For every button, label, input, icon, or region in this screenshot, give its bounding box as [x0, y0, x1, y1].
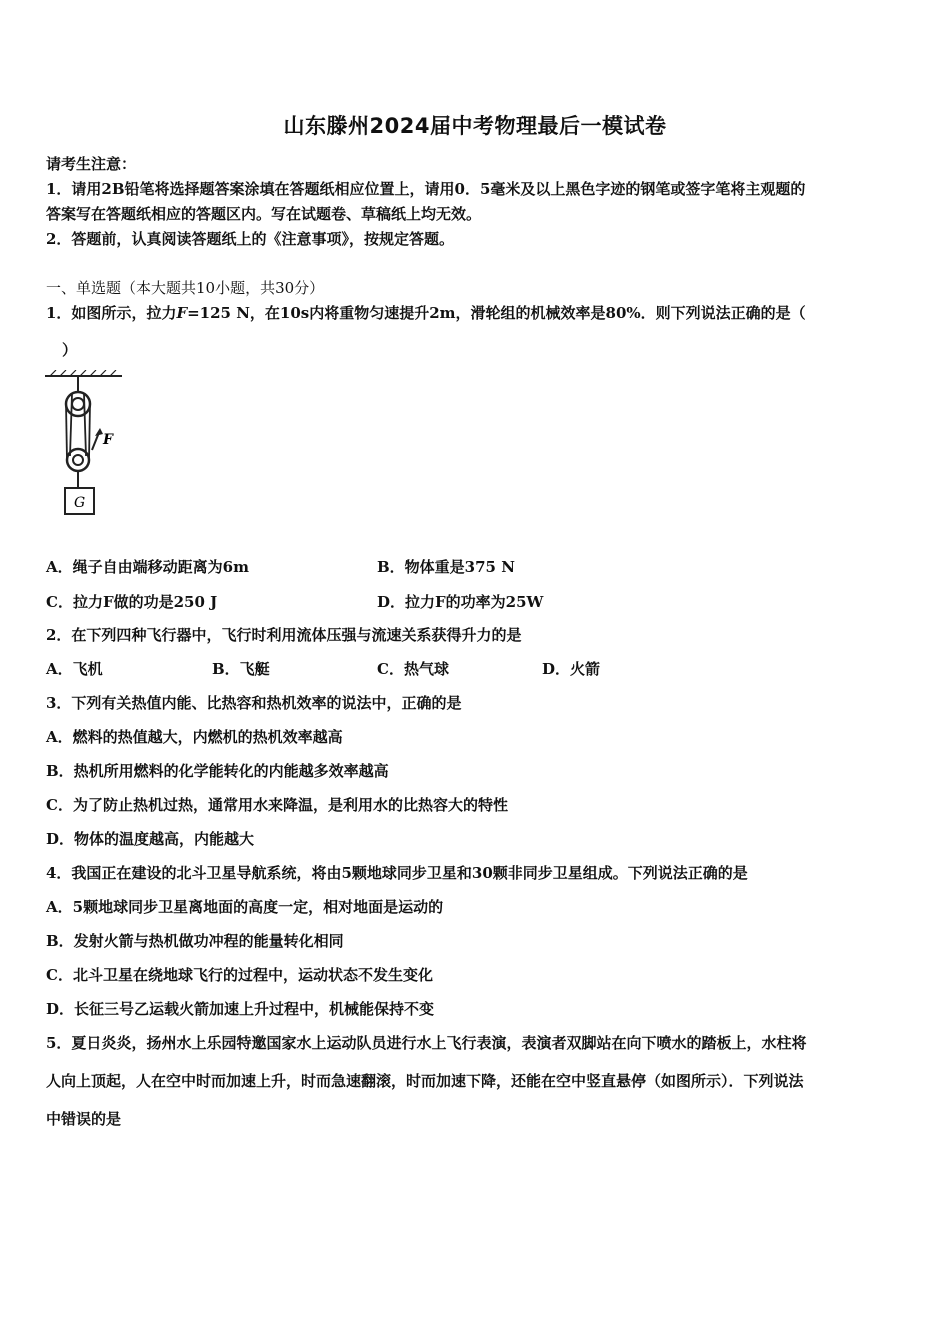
q3-option-b[interactable]: B．热机所用燃料的化学能转化的内能越多效率越高 — [46, 762, 389, 780]
q5-stem-line3: 中错误的是 — [46, 1110, 122, 1128]
q5-stem-line1: 5．夏日炎炎，扬州水上乐园特邀国家水上运动队员进行水上飞行表演，表演者双脚站在向下喷水的踏板上，水柱将 — [46, 1034, 807, 1052]
notice-item1-line1: 1．请用2B铅笔将选择题答案涂填在答题纸相应位置上，请用0．5毫米及以上黑色字迹的钢笔或签字笔将主观题的 — [46, 180, 806, 198]
q4-stem: 4．我国正在建设的北斗卫星导航系统，将由5颗地球同步卫星和30颗非同步卫星组成。下列说法正确的是 — [46, 864, 748, 882]
page-title: 山东滕州2024届中考物理最后一模试卷 — [283, 114, 667, 138]
q2-stem: 2．在下列四种飞行器中，飞行时利用流体压强与流速关系获得升力的是 — [46, 626, 522, 644]
weight-label: G — [74, 495, 86, 511]
notice-item1-line2: 答案写在答题纸相应的答题区内。写在试题卷、草稿纸上均无效。 — [46, 205, 482, 223]
pulley-figure — [40, 370, 130, 520]
upper-pulley — [66, 392, 90, 416]
q4-option-d[interactable]: D．长征三号乙运载火箭加速上升过程中，机械能保持不变 — [46, 1000, 435, 1018]
q5-stem-line2: 人向上顶起，人在空中时而加速上升，时而急速翻滚，时而加速下降，还能在空中竖直悬停（如图所示）．下列说法 — [46, 1072, 804, 1090]
force-label: F — [103, 432, 113, 448]
q2-option-d[interactable]: D．火箭 — [542, 660, 601, 678]
q1-option-d[interactable]: D．拉力F的功率为25W — [377, 593, 544, 611]
force-arrowhead — [95, 428, 103, 436]
q3-option-a[interactable]: A．燃料的热值越大，内燃机的热机效率越高 — [46, 728, 343, 746]
q4-option-a[interactable]: A．5颗地球同步卫星离地面的高度一定，相对地面是运动的 — [46, 898, 444, 916]
q1-stem-force-symbol: F — [176, 304, 188, 322]
q4-option-c[interactable]: C．北斗卫星在绕地球飞行的过程中，运动状态不发生变化 — [46, 966, 433, 984]
notice-item2: 2．答题前，认真阅读答题纸上的《注意事项》，按规定答题。 — [46, 230, 454, 248]
q1-option-c[interactable]: C．拉力F做的功是250 J — [46, 593, 218, 611]
q1-stem-close: ） — [62, 341, 78, 359]
q2-option-c[interactable]: C．热气球 — [377, 660, 449, 678]
q2-option-a[interactable]: A．飞机 — [46, 660, 103, 678]
q1-option-a[interactable]: A．绳子自由端移动距离为6m — [46, 558, 249, 576]
notice-heading: 请考生注意： — [46, 155, 137, 173]
q1-stem — [46, 302, 806, 323]
q1-stem-prefix: 1．如图所示，拉力 — [46, 304, 177, 322]
q2-option-b[interactable]: B．飞艇 — [212, 660, 270, 678]
q3-stem: 3．下列有关热值内能、比热容和热机效率的说法中，正确的是 — [46, 694, 462, 712]
q1-option-b[interactable]: B．物体重是375 N — [377, 558, 515, 576]
q3-option-c[interactable]: C．为了防止热机过热，通常用水来降温，是利用水的比热容大的特性 — [46, 796, 508, 814]
q3-option-d[interactable]: D．物体的温度越高，内能越大 — [46, 830, 255, 848]
q1-stem-rest: =125 N，在10s内将重物匀速提升2m，滑轮组的机械效率是80%．则下列说法正确的是（ — [187, 304, 806, 322]
q4-option-b[interactable]: B．发射火箭与热机做功冲程的能量转化相同 — [46, 932, 344, 950]
section-heading: 一、单选题（本大题共10小题，共30分） — [46, 279, 325, 297]
